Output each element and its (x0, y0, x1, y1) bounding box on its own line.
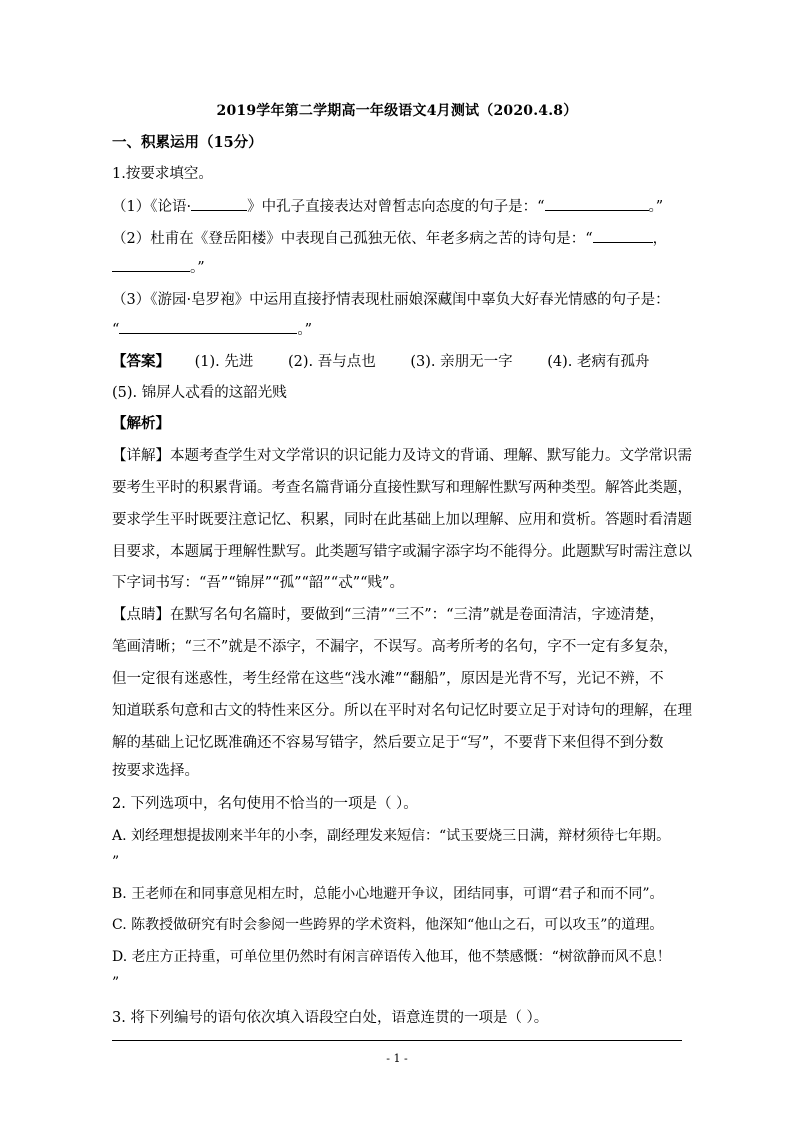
fill-blank (545, 196, 649, 211)
detail-line: 要求学生平时既要注意记忆、积累，同时在此基础上加以理解、应用和赏析。答题时看清题 (112, 512, 692, 528)
option-c: C. 陈教授做研究有时会参阅一些跨界的学术资料，他深知“他山之石，可以攻玉”的道理。 (112, 917, 664, 933)
option-a-cont: ” (112, 854, 120, 870)
question-1-stem: 1.按要求填空。 (112, 166, 213, 182)
page-number: - 1 - (386, 1052, 408, 1065)
question-1-part-2-cont (112, 257, 687, 278)
q1-part3-text-c: 。” (297, 322, 313, 338)
footer-divider (112, 1040, 682, 1041)
answer-item-4: (4). 老病有孤舟 (547, 354, 650, 370)
fill-blank (119, 319, 297, 334)
option-d-cont: ” (112, 975, 120, 991)
question-3-stem: 3. 将下列编号的语句依次填入语段空白处，语意连贯的一项是（ ）。 (112, 1010, 549, 1026)
option-b: B. 王老师在和同事意见相左时，总能小心地避开争议，团结同事，可谓“君子和而不同”。 (112, 886, 664, 902)
fill-blank (112, 257, 190, 272)
answer-item-5: (5). 锦屏人忒看的这韶光贱 (112, 385, 287, 401)
answer-item-1: (1). 先进 (194, 354, 254, 370)
option-a: A. 刘经理想提拔刚来半年的小李，副经理发来短信：“试玉要烧三日满，辩材须待七年期。 (112, 828, 671, 844)
tip-line: 按要求选择。 (112, 763, 199, 779)
question-1-part-1 (112, 196, 687, 217)
q1-part3-text-b: “ (112, 322, 120, 338)
question-1-part-3: （3）《游园·皂罗袍》中运用直接抒情表现杜丽娘深藏闺中辜负大好春光情感的句子是： (112, 292, 670, 308)
question-1-part-2 (112, 228, 687, 249)
answer-line (112, 352, 687, 372)
q1-part2-text-c: 。” (190, 260, 205, 276)
page-title: 2019学年第二学期高一年级语文4月测试（2020.4.8） (216, 103, 578, 119)
fill-blank (593, 228, 653, 243)
q1-part1-text-a: （1）《论语· (112, 199, 192, 215)
detail-line: 下字词书写：“吾”“锦屏”“孤”“韶”“忒”“贱”。 (112, 575, 404, 591)
tip-line: 【点睛】在默写名句名篇时，要做到“三清”“三不”：“三清”就是卷面清洁，字迹清楚， (112, 607, 664, 623)
detail-line: 【详解】本题考查学生对文学常识的识记能力及诗文的背诵、理解、默写能力。文学常识需 (112, 448, 692, 464)
analysis-label: 【解析】 (112, 415, 170, 432)
q1-part1-text-b: 》中孔子直接表达对曾皙志向态度的句子是：“ (247, 199, 545, 215)
q1-part2-text-a: （2）杜甫在《登岳阳楼》中表现自己孤独无依、年老多病之苦的诗句是：“ (112, 231, 593, 247)
question-1-part-3-cont (112, 319, 687, 340)
answer-item-2: (2). 吾与点也 (287, 354, 376, 370)
option-d: D. 老庄方正持重，可单位里仍然时有闲言碎语传入他耳，他不禁感慨：“树欲静而风不息！ (112, 949, 671, 965)
q1-part2-text-b: ， (652, 231, 668, 247)
tip-line: 解的基础上记忆既准确还不容易写错字，然后要立足于“写”，不要背下来但得不到分数 (112, 735, 664, 751)
q1-part1-text-c: 。” (648, 199, 664, 215)
tip-line: 但一定很有迷惑性，考生经常在这些“浅水滩”“翻船”，原因是光背不写，光记不辨，不 (112, 671, 664, 687)
detail-line: 目要求，本题属于理解性默写。此类题写错字或漏字添字均不能得分。此题默写时需注意以 (112, 544, 692, 560)
detail-line: 要考生平时的积累背诵。考查名篇背诵分直接性默写和理解性默写两种类型。解答此类题， (112, 480, 692, 496)
tip-line: 笔画清晰；“三不”就是不添字，不漏字，不误写。高考所考的名句，字不一定有多复杂， (112, 639, 678, 655)
answer-label: 【答案】 (112, 353, 170, 370)
answer-item-3: (3). 亲朋无一字 (410, 354, 513, 370)
question-2-stem: 2. 下列选项中，名句使用不恰当的一项是（ ）。 (112, 796, 418, 812)
tip-line: 知道联系句意和古文的特性来区分。所以在平时对名句记忆时要立足于对诗句的理解，在理 (112, 703, 692, 719)
section-heading: 一、积累运用（15分） (112, 134, 263, 151)
fill-blank (191, 196, 247, 211)
